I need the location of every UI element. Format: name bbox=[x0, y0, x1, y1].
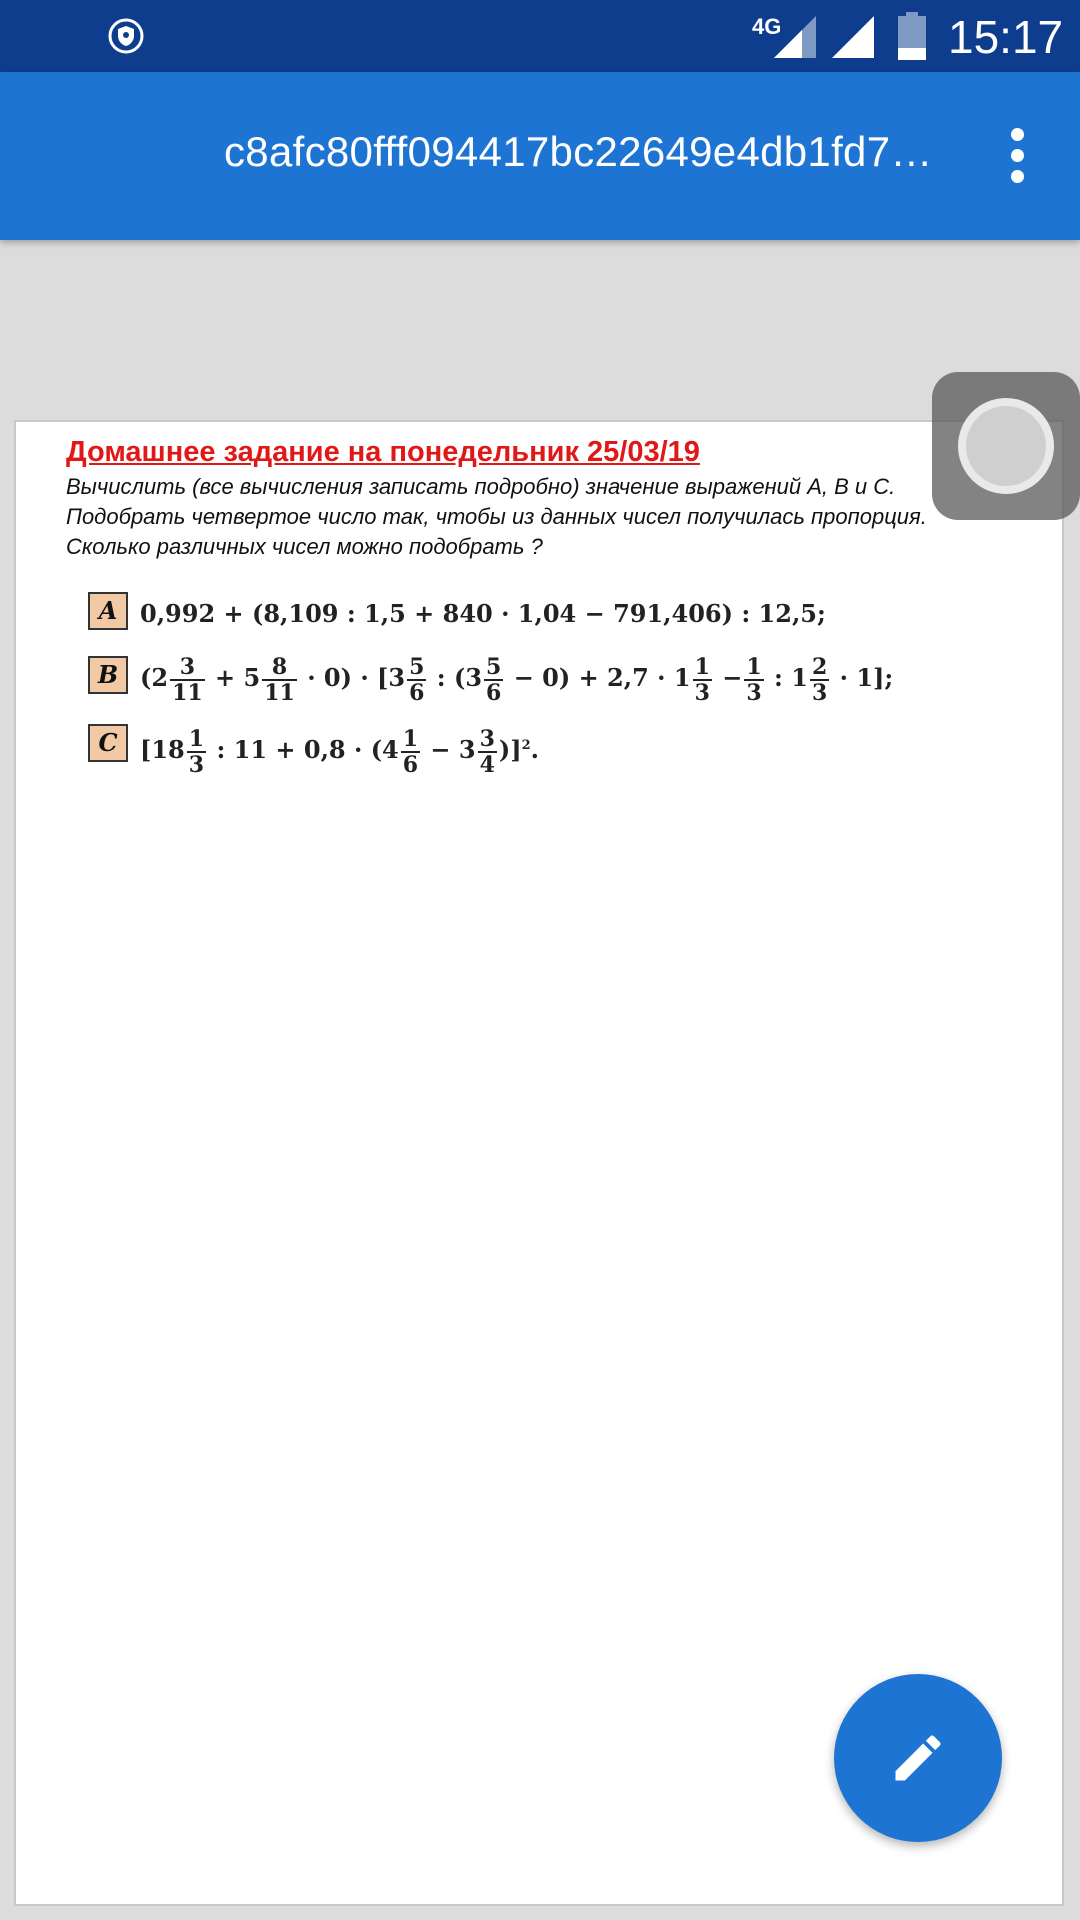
signal-icon bbox=[772, 14, 818, 60]
status-bar bbox=[0, 0, 1080, 72]
document-line: Вычислить (все вычисления записать подробно) значение выражений А, В и С. bbox=[66, 474, 896, 499]
expression-label: C bbox=[88, 724, 128, 762]
expression-label: A bbox=[88, 592, 128, 630]
network-type-label: 4G bbox=[752, 14, 782, 39]
more-vert-icon[interactable] bbox=[998, 124, 1038, 188]
signal-icon bbox=[830, 14, 876, 60]
expression-text: (2 $\frac{3}{11}$ + 5 $\frac{8}{11}$ · 0) · [3 $\frac{5}{6}$ : (3 $\frac{5}{6}$ − 0) + 2,7 · 1 $\frac{1}{3}$ − $\frac{1}{3}$ : 1 $\frac{2}{3}$ · 1]; bbox=[140, 653, 894, 706]
clock: 15:17 bbox=[948, 11, 1064, 63]
document-line: Сколько различных чисел можно подобрать ? bbox=[66, 534, 543, 559]
edit-button[interactable] bbox=[834, 1674, 1002, 1842]
edit-pencil-icon bbox=[888, 1728, 948, 1788]
expression-label: B bbox=[88, 656, 128, 694]
battery-icon bbox=[896, 12, 928, 60]
expression-text: [18 $\frac{1}{3}$ : 11 + 0,8 · (4 $\frac{1}{6}$ − 3 $\frac{3}{4}$ )]$^2$. bbox=[140, 725, 540, 778]
assistive-touch-icon[interactable] bbox=[932, 372, 1080, 520]
document-line: Подобрать четвертое число так, чтобы из данных чисел получилась пропорция. bbox=[66, 504, 927, 529]
shield-icon bbox=[108, 18, 144, 54]
document-title: Домашнее задание на понедельник 25/03/19 bbox=[66, 436, 700, 468]
expression-text: 0,992 + (8,109 : 1,5 + 840 · 1,04 − 791,406) : 12,5; bbox=[140, 599, 826, 628]
file-title: c8afc80fff094417bc22649e4db1fd7… bbox=[224, 128, 933, 175]
app-bar bbox=[0, 72, 1080, 240]
